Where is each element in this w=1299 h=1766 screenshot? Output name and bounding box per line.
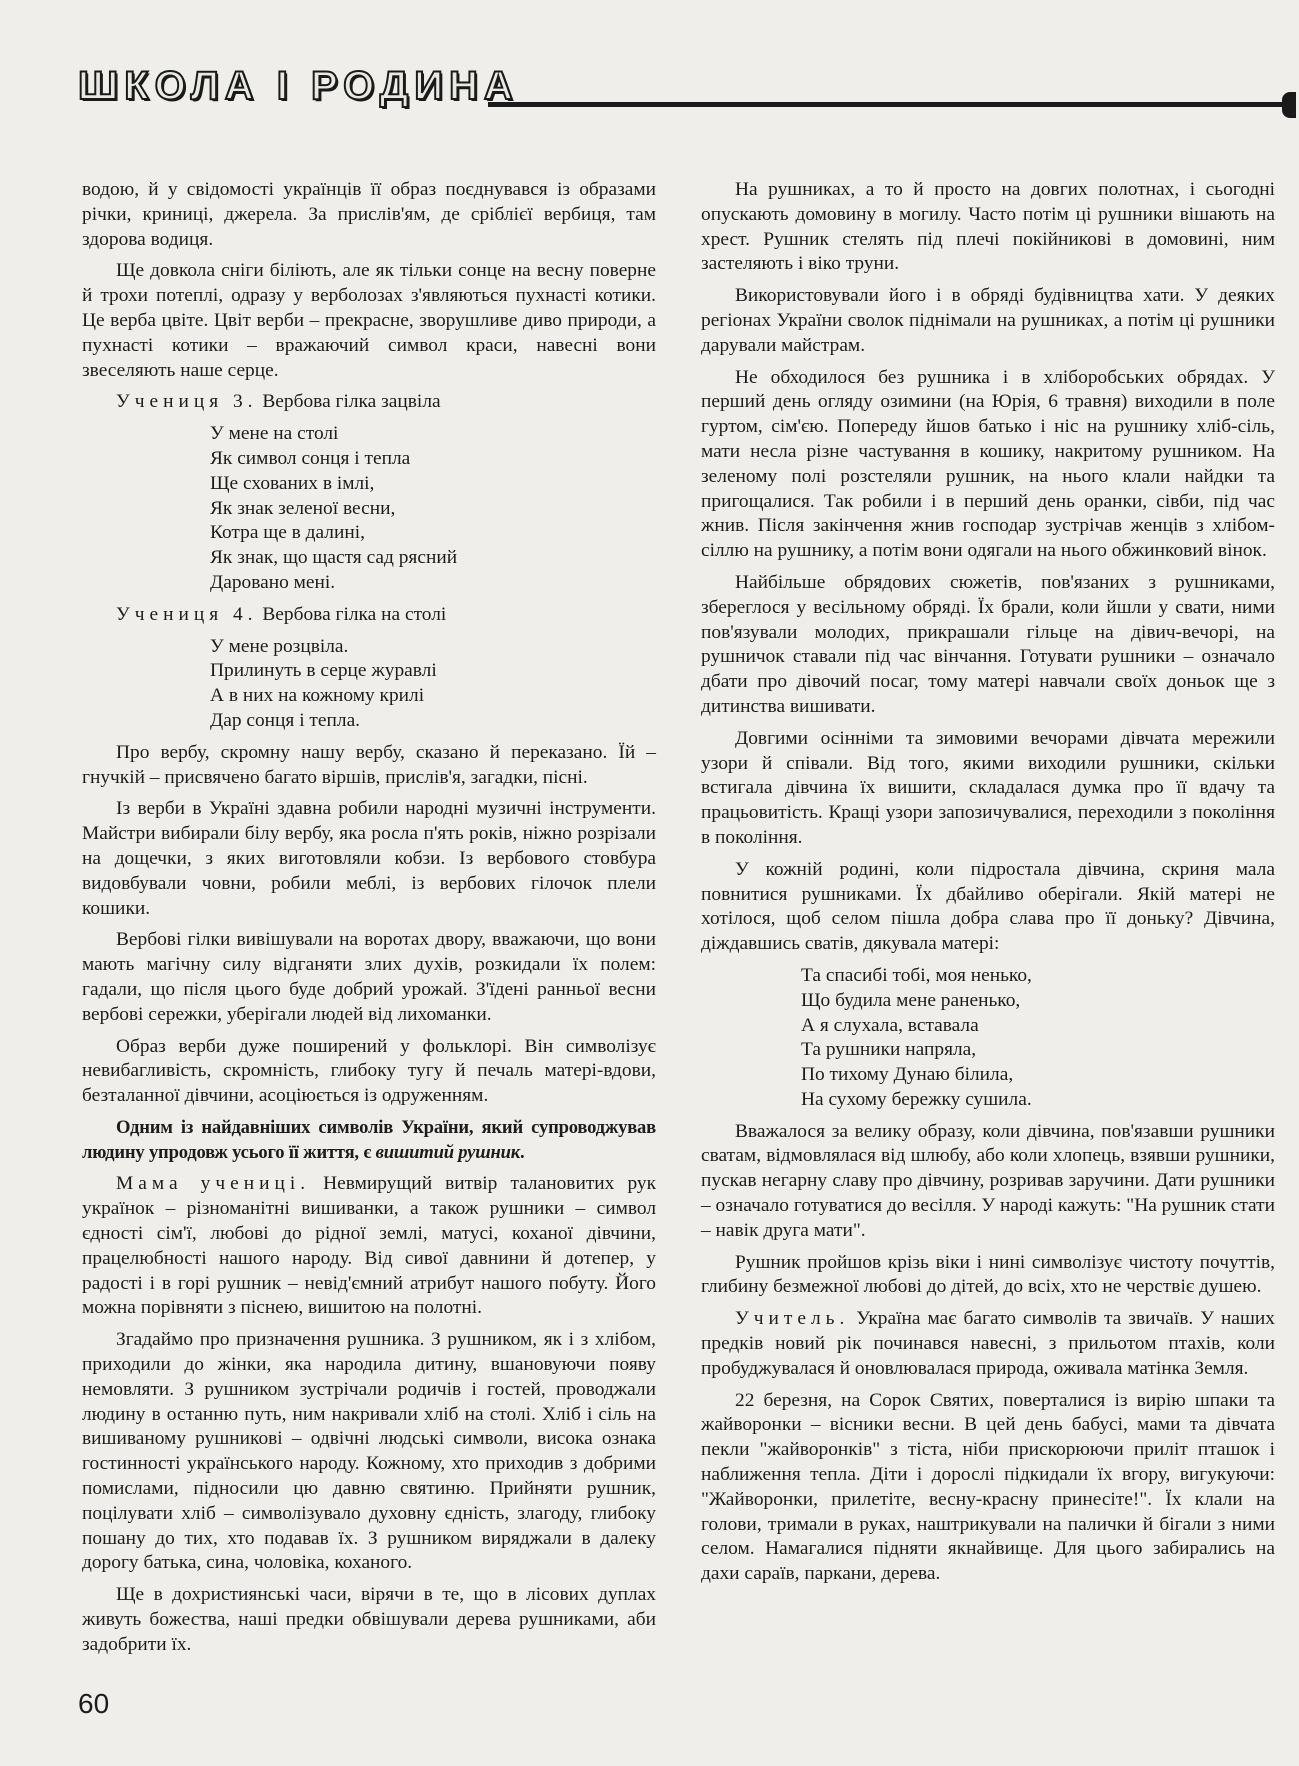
- paragraph: На рушниках, а то й просто на довгих полотнах, і сьогодні опускають домовину в могилу. Часто потім ці рушники вішають на хрест. Рушник стелять під плечі покійникові в домовині, ним застеляють і віко труни.: [701, 179, 1275, 275]
- paragraph-text: Україна має багато символів та звичаїв. У наших предків новий рік починався навесні, з прильотом птахів, коли пробуджувалася й оновлювалася природа, оживала матінка Земля.: [701, 1308, 1275, 1379]
- paragraph: Ще в дохристиянські часи, вірячи в те, що в лісових дуплах живуть божества, наші предки обвішували дерева рушниками, аби задобрити їх.: [82, 1584, 656, 1655]
- paragraph: [701, 1307, 1275, 1381]
- section-title: ШКОЛА І РОДИНА: [78, 64, 519, 108]
- poem: [82, 635, 656, 734]
- paragraph: Із верби в Україні здавна робили народні музичні інструменти. Майстри вибирали білу вербу, яка росла п'ять років, ніжно розрізали на дощечки, з яких виготовляли кобзи. Із вербового стовбура видовбували човни, робили меблі, із вербових гілочок плели кошики.: [82, 798, 656, 919]
- paragraph: Вважалося за велику образу, коли дівчина, пов'язавши рушники сватам, відмовлялася від шлюбу, або коли хлопець, взявши рушники, пускав негарну славу про дівчину, розривав заручини. Дати рушники – означало готуватися до весілля. У народі кажуть: "На рушник стати – навік друга мати".: [701, 1120, 1276, 1241]
- paragraph: Найбільше обрядових сюжетів, пов'язаних з рушниками, збереглося у весільному обряді. Їх брали, коли йшли у свати, ними пов'язували молодих, прикрашали гільце на дівич-вечорі, на рушничок ставали під час вінчання. Готувати рушники – означало дбати про дівочий посаг, тому матері навчали своїх доньок ще з дитинства вишивати.: [701, 571, 1275, 717]
- poem-line: Та рушники напряла,: [801, 1039, 977, 1061]
- poem-first-line: Вербова гілка зацвіла: [257, 391, 441, 413]
- paragraph: Образ верби дуже поширений у фольклорі. Він символізує невибагливість, скромність, глибоку тугу й печаль матері-вдови, безталанної дівчини, асоціюється із одруженням.: [82, 1035, 656, 1107]
- page-number: 60: [78, 1688, 110, 1719]
- poem-line: А в них на кожному крилі: [210, 685, 425, 707]
- header-rule-cap: [1282, 92, 1296, 118]
- speaker-name: Мама учениці.: [116, 1173, 311, 1195]
- bold-text-end: .: [519, 1141, 525, 1163]
- speaker-line: [82, 603, 656, 628]
- paragraph: [82, 1172, 656, 1321]
- poem-line: У мене розцвіла.: [210, 635, 349, 657]
- poem-line: Як знак зеленої весни,: [210, 497, 396, 519]
- paragraph: Використовували його і в обряді будівництва хати. У деяких регіонах України сволок піднімали на рушниках, а потім ці рушники дарували майстрам.: [701, 285, 1275, 356]
- speaker-line: [82, 390, 656, 415]
- poem-line: По тихому Дунаю білила,: [801, 1064, 1014, 1086]
- poem-line: Дар сонця і тепла.: [210, 709, 361, 731]
- speaker-name: Учениця 4.: [116, 603, 258, 625]
- poem-line: Як символ сонця і тепла: [210, 447, 411, 469]
- poem-line: Котра ще в далині,: [210, 522, 365, 544]
- paragraph: 22 березня, на Сорок Святих, поверталися із вирію шпаки та жайворонки – вісники весни. В цей день бабусі, мами та дівчата пекли "жайворонків" з тіста, ніби прискорюючи приліт пташок і наближення тепла. Діти і дорослі підкидали їх вгору, вигукуючи: "Жайворонки, прилетіте, весну-красну принесіте!". Їх клали на голови, тримали в руках, наштрикували на палички й бігали з ними селом. Намагалися підняти якнайвище. Для цього забирались на дахи сараїв, паркани, дерева.: [701, 1389, 1275, 1585]
- poem-line: Що будила мене раненько,: [801, 989, 1021, 1011]
- left-column: [82, 178, 656, 1665]
- poem: [701, 964, 1275, 1113]
- paragraph: Згадаймо про призначення рушника. З рушником, як і з хлібом, приходили до жінки, яка народила дитину, вшановуючи появу немовляти. З рушником зустрічали родичів і гостей, проводжали людину в останню путь, ним накривали хліб на столі. Хліб і сіль на вишиваному рушникові – одвічні людські символи, висока ознака гостинності українського народу. Кожному, хто приходив з добрими помислами, підносили цю давню святиню. Прийняти рушник, поцілувати хліб – символізувало духовну єдність, злагоду, глибоку пошану до тих, хто подавав їх. З рушником виряджали в далеку дорогу батька, сина, чоловіка, коханого.: [82, 1329, 656, 1574]
- poem-line: Прилинуть в серце журавлі: [210, 660, 437, 682]
- bold-text: Одним із найдавніших символів України, який супроводжував людину упродовж усього її життя, є: [82, 1116, 656, 1163]
- paragraph: Довгими осінніми та зимовими вечорами дівчата мережили узори й співали. Від того, якими виходили рушники, скільки встигала дівчина їх вишити, складалася думка про її вдачу та працьовитість. Кращі узори запозичувалися, переходили з покоління в покоління.: [701, 727, 1275, 848]
- emphasis-text: вишитий рушник: [375, 1141, 520, 1163]
- poem-line: У мене на столі: [210, 423, 339, 445]
- page-header: [78, 58, 1284, 118]
- paragraph-text: Невмирущий витвір талановитих рук українок – різноманітні вишиванки, а також рушники – символ єдності сім'ї, любові до рідної землі, матусі, коханої дівчини, працелюбності нашого народу. Від сивої давнини й дотепер, у радості і в горі рушник – невід'ємний атрибут нашого побуту. Його можна порівняти з піснею, вишитою на полотні.: [82, 1173, 656, 1319]
- paragraph: Ще довкола сніги біліють, але як тільки сонце на весну поверне й трохи потеплі, одразу у верболозах з'являються пухнасті котики. Це верба цвіте. Цвіт верби – прекрасне, зворушливе диво природи, а пухнасті котики – вражаючий символ краси, навесні вони звеселяють наше серце.: [82, 260, 656, 381]
- paragraph: У кожній родині, коли підростала дівчина, скриня мала повнитися рушниками. Їх дбайливо оберігали. Якій матері не хотілося, щоб селом пішла добра слава про її доньку? Дівчина, діждавшись сватів, дякувала матері:: [701, 858, 1275, 955]
- poem-line: А я слухала, вставала: [801, 1014, 979, 1036]
- paragraph: Про вербу, скромну нашу вербу, сказано й переказано. Їй – гнучкій – присвячено багато віршів, прислів'я, загадки, пісні.: [82, 741, 656, 788]
- poem-line: На сухому бережку сушила.: [801, 1088, 1032, 1110]
- poem-line: Як знак, що щастя сад рясний: [210, 547, 458, 569]
- paragraph: Не обходилося без рушника і в хліборобських обрядах. У перший день огляду озимини (на Юрія, 6 травня) виходили в поле гуртом, сім'єю. Попереду йшов батько і ніс на рушнику хліб-сіль, мати несла різне частування в кошику, накритому рушником. На зеленому полі розстеляли рушник, на нього клали найдки та пригощалися. Так робили і в перший день оранки, сівби, під час жнив. Після закінчення жнив господар зустрічав женців з хлібом-сіллю на рушнику, а потім вони одягали на нього обжинковий вінок.: [701, 366, 1275, 562]
- paragraph: Вербові гілки вивішували на воротах двору, вважаючи, що вони мають магічну силу відганяти злих духів, розкидали їх полем: гадали, що після цього буде добрий урожай. З'їдені ранньої весни вербові сережки, уберігали людей від лихоманки.: [82, 929, 656, 1025]
- speaker-name: Учениця 3.: [116, 391, 258, 413]
- poem: [82, 422, 656, 596]
- poem-line: Ще схованих в імлі,: [210, 472, 375, 494]
- poem-first-line: Вербова гілка на столі: [257, 603, 447, 625]
- poem-line: Та спасибі тобі, моя ненько,: [801, 964, 1032, 986]
- speaker-name: Учитель.: [735, 1308, 850, 1330]
- bold-paragraph: [82, 1116, 656, 1166]
- header-rule: [488, 102, 1284, 107]
- right-column: [701, 178, 1275, 1594]
- paragraph: водою, й у свідомості українців її образ поєднувався із образами річки, криниці, джерела. За прислів'ям, де сріблієї вербиця, там здорова водиця.: [82, 179, 656, 250]
- paragraph: Рушник пройшов крізь віки і нині символізує чистоту почуттів, глибину безмежної любові до дітей, до всіх, хто не черствіє душею.: [701, 1251, 1275, 1298]
- poem-line: Даровано мені.: [210, 571, 336, 593]
